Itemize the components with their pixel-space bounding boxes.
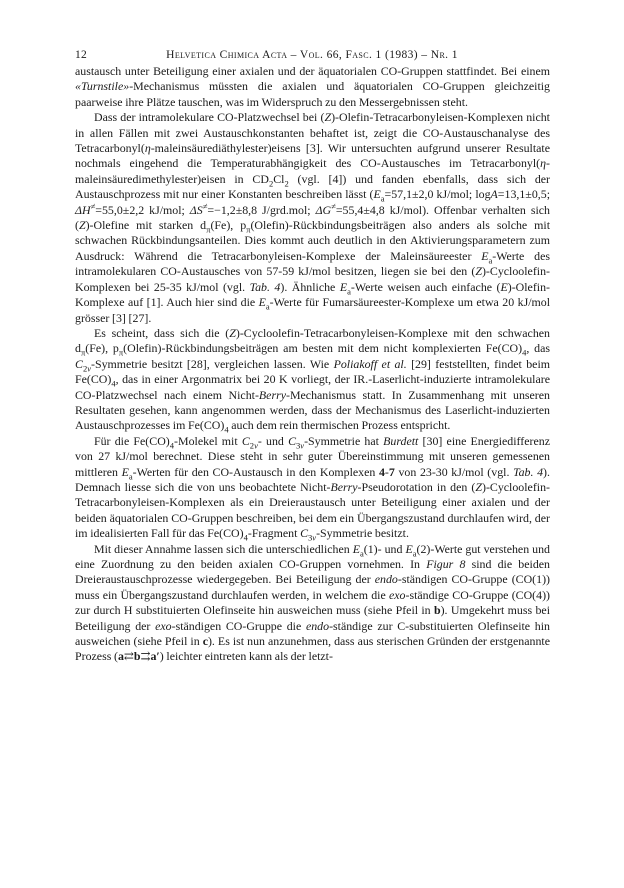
paragraph-burdett-energy: Für die $Fe(CO)_4$-Molekel mit $C_{2v}-$ und $C_{3v}$-Symmetrie hat Burdett [30] eine Energiedifferenz von 27 kJ/mol berechnet. Diese steht in sehr guter Übereinstimmung mit unseren gemessenen mittleren $E_a$-Werten für den CO-Austausch in den Komplexen 4-7 von 23-30 kJ/mol (vgl. Tab. 4). Demnach liesse sich die von uns beobachtete Nicht-Berry-Pseudorotation in den (Z)-Cycloolefin-Tetracarbonyleisen-Komplexen als ein Dreieraustausch unter Beteiligung einer axialen und der beiden äquatorialen CO-Gruppen beschreiben, bei dem ein Übergangszustand durchlaufen wird, der im idealisierten Fall für das $Fe(CO)_4$-Fragment $C_{3v}$-Symmetrie besitzt. [75,433,551,543]
paragraph-co-exchange-analysis: Dass der intramolekulare CO-Platzwechsel bei (Z)-Olefin-Tetracarbonyleisen-Komplexen nicht in allen Fällen mit zwei Austauschkonstanten behaftet ist, zeigt die CO-Austauschanalyse des Tetracarbonyl(η-maleinsäurediäthylester)eisens [3]. Wir untersuchten aufgrund unserer Resultate nochmals eingehend die Temperaturabhängigkeit des CO-Austausches im Tetracarbonyl(η-maleinsäuredimethylester)eisen in $CD_2Cl_2$ (vgl. [4]) und fanden ebenfalls, dass sich der Austauschprozess mit nur einer Konstanten beschreiben lässt ($E_a=57,1\pm 2,0$ kJ/mol; logA=13,1±0,5; ΔH≠=55,0±2,2 kJ/mol; ΔS≠=−1,2±8,8 J/grd.mol; ΔG≠=55,4±4,8 kJ/mol). Offenbar verhalten sich (Z)-Olefine mit starken $d_\pi(Fe)$, $p_\pi(Olefin)$-Rückbindungsbeiträgen also anders als solche mit schwachen Rückbindungsanteilen. Dies kommt auch deutlich in den Aktivierungsparametern zum Ausdruck: Während die Tetracarbonyleisen-Komplexe der Maleinsäureester $E_a$-Werte des intramolekularen CO-Austausches von 57-59 kJ/mol besitzen, liegen sie bei den (Z)-Cycloolefin-Komplexen bei 25-35 kJ/mol (vgl. Tab. 4). Ähnliche $E_a$-Werte weisen auch einfache (E)-Olefin-Komplexe auf [1]. Auch hier sind die $E_a$-Werte für Fumarsäureester-Komplexe um etwa 20 kJ/mol grösser [3] [27]. [75,110,551,325]
journal-running-head: Helvetica Chimica Acta – Vol. 66, Fasc. 1 (1983) – Nr. 1 [166,49,458,61]
page-number: 12 [75,49,87,61]
paragraph-continuation: austausch unter Beteiligung einer axialen und der äquatorialen CO-Gruppen stattfindet. Bei einem «Turnstile»-Mechanismus müssten die axialen und äquatorialen CO-Gruppen gleichzeitig paarweise ihre Plätze tauschen, was im Widerspruch zu den Messergebnissen steht. [75,64,550,109]
article-body [75,64,550,665]
paragraph-exchange-assignment: Mit dieser Annahme lassen sich die unterschiedlichen $E_a(1)-$ und $E_a(2)$-Werte gut verstehen und eine Zuordnung zu den beiden axialen CO-Gruppen vornehmen. In Figur 8 sind die beiden Dreieraustauschprozesse wiedergegeben. Bei Beteiligung der endo-ständigen CO-Gruppe (CO(1)) muss ein Übergangszustand durchlaufen werden, in welchem die exo-ständige CO-Gruppe (CO(4)) zur durch H substituierten Olefinseite hin ausweichen muss (siehe Pfeil in b). Umgekehrt muss bei Beteiligung der exo-ständigen CO-Gruppe die endo-ständige zur C-substituierten Olefinseite hin ausweichen (siehe Pfeil in c). Es ist nun anzunehmen, dass aus sterischen Gründen der erstgenannte Prozess (a⇄b⇉a′) leichter eintreten kann als der letzt- [75,541,551,664]
running-header [75,47,549,63]
paragraph-fe-co4-comparison: Es scheint, dass sich die (Z)-Cycloolefin-Tetracarbonyleisen-Komplexe mit den schwachen $d_\pi(Fe)$, $p_\pi(Olefin)$-Rückbindungsbeiträgen am besten mit dem nicht komplexierten $Fe(CO)_4$, das $C_{2v}$-Symmetrie besitzt [28], vergleichen lassen. Wie Poliakoff et al. [29] feststellten, findet beim $Fe(CO)_4$, das in einer Argonmatrix bei 20 K vorliegt, der IR.-Laserlicht-induzierte intramolekulare CO-Platzwechsel nach einem Nicht-Berry-Mechanismus statt. In Zusammenhang mit unseren Resultaten gesehen, kann angenommen werden, dass der Mechanismus des Laserlicht-induzierten Austauschprozesses im $Fe(CO)_4$ auch dem rein thermischen Prozess entspricht. [75,325,550,435]
